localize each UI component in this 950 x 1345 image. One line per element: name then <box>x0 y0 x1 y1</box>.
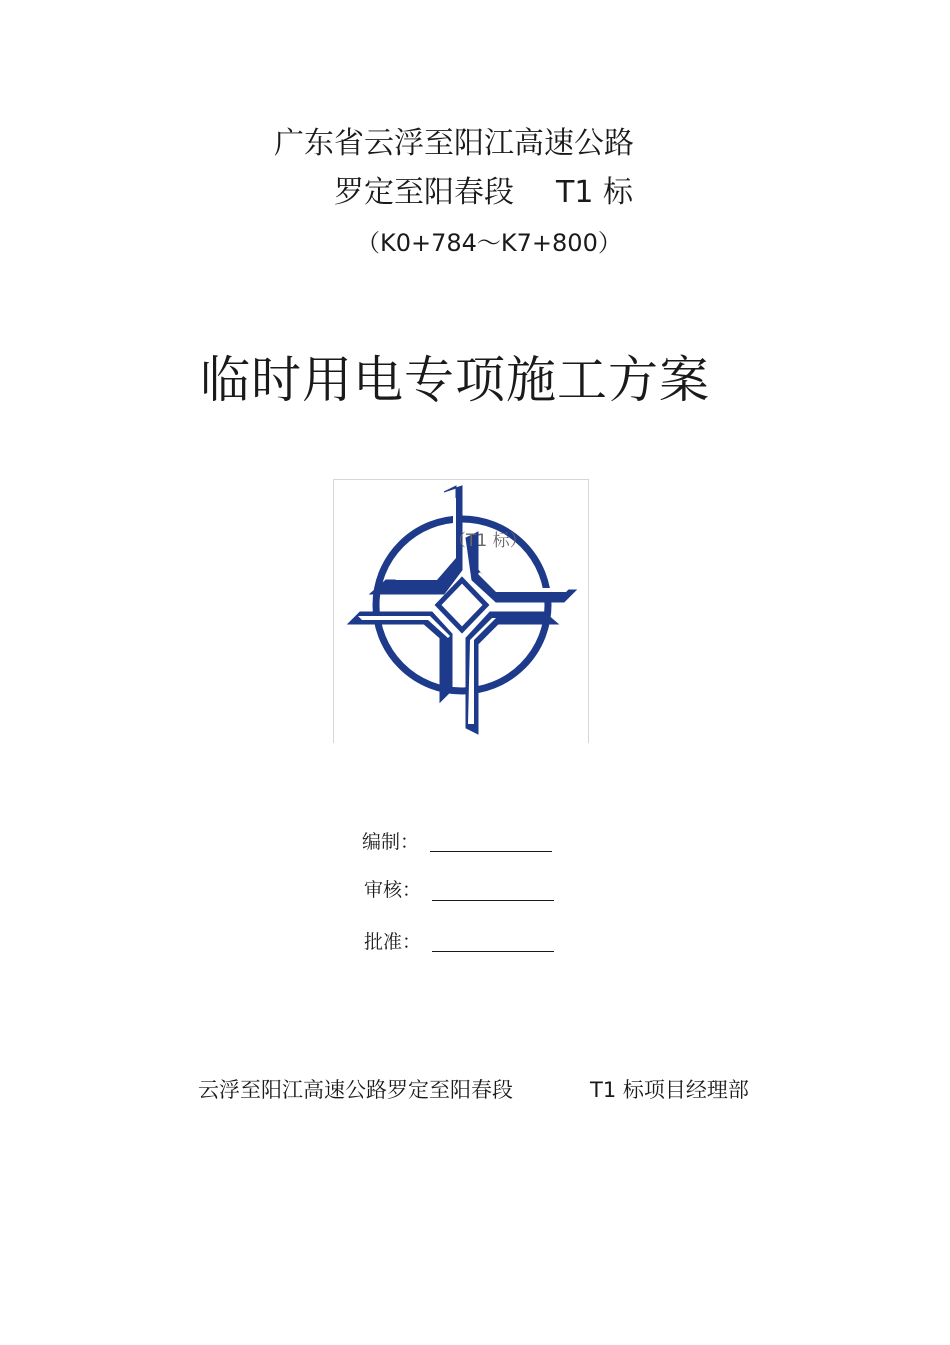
doc-header-lot: T1 标 <box>556 175 633 210</box>
footer-dept: T1 标项目经理部 <box>590 1078 749 1102</box>
footer-org: 云浮至阳江高速公路罗定至阳春段 <box>198 1078 513 1102</box>
company-logo-icon <box>340 484 585 740</box>
sig-line-reviewed <box>432 900 554 901</box>
doc-header-section: 罗定至阳春段 <box>334 175 514 210</box>
doc-header-chainage: （K0+784～K7+800） <box>356 229 622 257</box>
logo-caption: （T1 标） <box>449 531 527 551</box>
sig-label-reviewed: 审核： <box>364 879 422 901</box>
doc-header-line1: 广东省云浮至阳江高速公路 <box>274 126 634 161</box>
sig-line-approved <box>432 951 554 952</box>
sig-label-approved: 批准： <box>364 931 422 953</box>
sig-label-compiled: 编制： <box>362 831 420 853</box>
sig-line-compiled <box>430 851 552 852</box>
main-title: 临时用电专项施工方案 <box>200 351 710 409</box>
